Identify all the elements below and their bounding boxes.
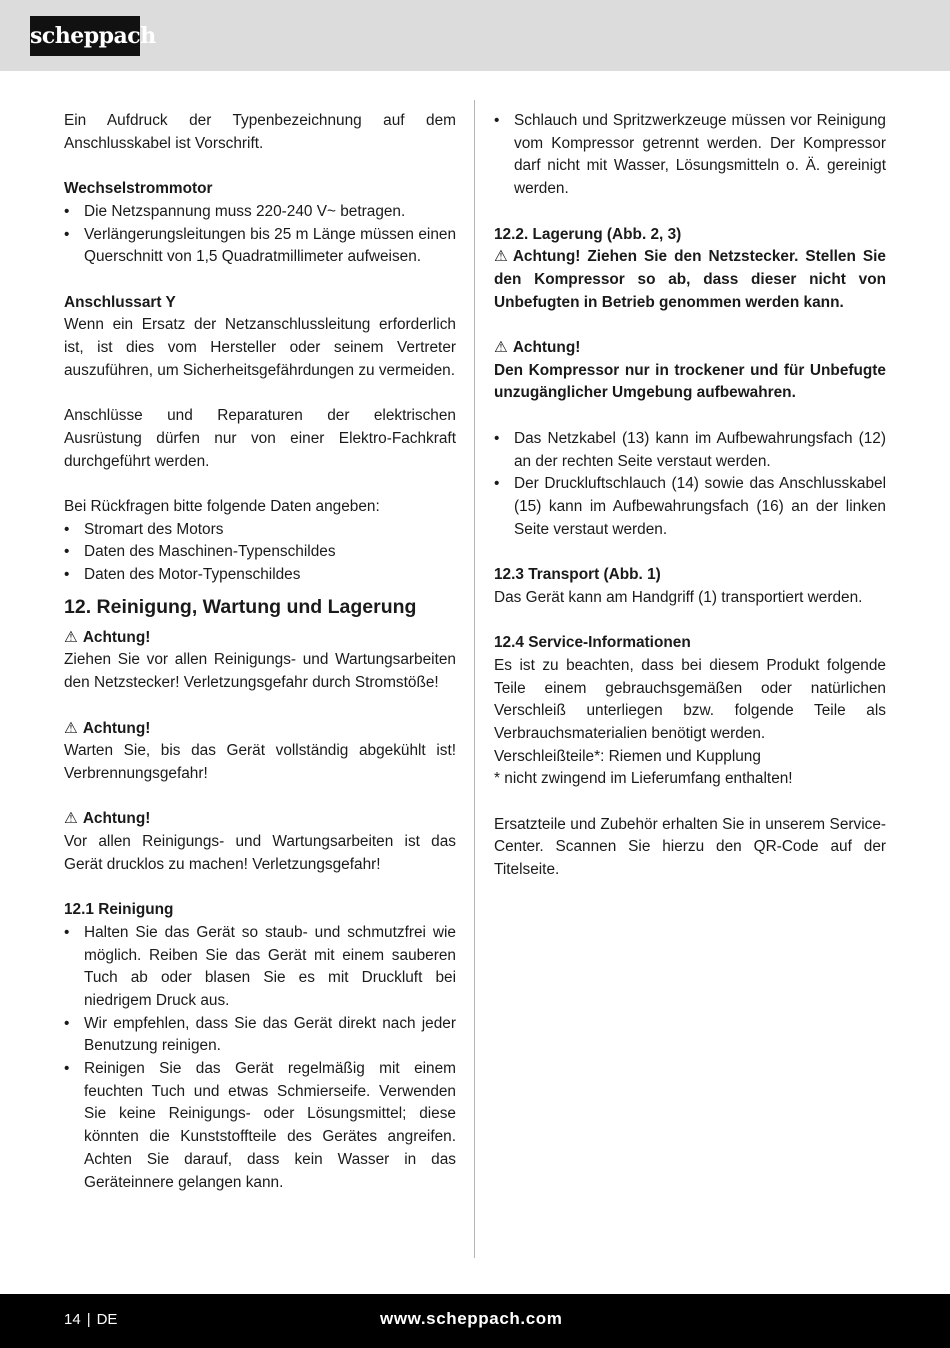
warning-text: Warten Sie, bis das Gerät vollständig abgekühlt ist! Verbrennungsgefahr!	[64, 742, 456, 782]
service-text: Es ist zu beachten, dass bei diesem Produkt folgende Teile einem gebrauchsgemäßen oder natürlichen Verschleiß unterliegen bzw. folgende Teile als Verbrauchsmaterialien benötigt werden.	[494, 656, 886, 742]
transport-text: Das Gerät kann am Handgriff (1) transportiert werden.	[494, 588, 863, 606]
warning-heading: ⚠ Achtung!	[64, 718, 456, 741]
brand-logo: scheppach	[30, 16, 140, 56]
warning-heading: ⚠ Achtung!	[64, 627, 456, 650]
right-column	[494, 110, 886, 882]
footnote-text: * nicht zwingend im Lieferumfang enthalten!	[494, 770, 793, 788]
storage-heading: 12.2. Lagerung (Abb. 2, 3)	[494, 225, 682, 243]
left-column	[64, 110, 456, 1194]
storage-warning: ⚠ Achtung! Ziehen Sie den Netzstecker. Stellen Sie den Kompressor so ab, dass dieser nicht von Unbefugten in Betrieb genommen werden kann.	[494, 248, 886, 311]
spare-parts-text: Ersatzteile und Zubehör erhalten Sie in unserem Service-Center. Scannen Sie hierzu den QR-Code auf der Titelseite.	[494, 815, 886, 879]
wear-parts-text: Verschleißteile*: Riemen und Kupplung	[494, 747, 761, 765]
list-item: • Verlängerungsleitungen bis 25 m Länge müssen einen Querschnitt von 1,5 Quadratmillimeter aufweisen.	[64, 224, 456, 269]
list-item: • Halten Sie das Gerät so staub- und schmutzfrei wie möglich. Reiben Sie das Gerät mit einem sauberen Tuch ab oder blasen Sie es mit Druckluft bei niedrigem Druck aus.	[64, 922, 456, 1013]
column-divider	[474, 100, 475, 1258]
queries-list	[64, 519, 456, 587]
page-header	[0, 0, 950, 71]
transport-heading: 12.3 Transport (Abb. 1)	[494, 566, 661, 583]
list-item: • Daten des Motor-Typenschildes	[64, 564, 456, 587]
storage-list	[494, 428, 886, 542]
connection-y-text: Wenn ein Ersatz der Netzanschlussleitung erforderlich ist, ist dies vom Hersteller oder seinem Vertreter auszuführen, um Sicherheitsgefährdungen zu vermeiden.	[64, 316, 456, 379]
page-number: 14	[64, 1311, 81, 1328]
cleaning-list	[64, 922, 456, 1194]
list-item: • Daten des Maschinen-Typenschildes	[64, 541, 456, 564]
website-link[interactable]: www.scheppach.com	[380, 1309, 563, 1328]
ac-motor-list	[64, 201, 456, 269]
hose-list	[494, 110, 886, 201]
warning-triangle-icon: ⚠	[64, 628, 78, 646]
cleaning-heading: 12.1 Reinigung	[64, 901, 174, 919]
warning-text: Vor allen Reinigungs- und Wartungsarbeiten ist das Gerät drucklos zu machen! Verletzungsgefahr!	[64, 833, 456, 873]
warning-triangle-icon: ⚠	[64, 810, 78, 828]
service-heading: 12.4 Service-Informationen	[494, 634, 691, 652]
list-item: • Der Druckluftschlauch (14) sowie das Anschlusskabel (15) kann im Aufbewahrungsfach (16) an der linken Seite verstaut werden.	[494, 473, 886, 541]
warning-text: Ziehen Sie vor allen Reinigungs- und Wartungsarbeiten den Netzstecker! Verletzungsgefahr durch Stromstöße!	[64, 651, 456, 692]
warning-triangle-icon: ⚠	[64, 719, 78, 737]
language-code: DE	[96, 1311, 118, 1328]
warning-triangle-icon: ⚠	[494, 339, 508, 356]
list-item: • Wir empfehlen, dass Sie das Gerät direkt nach jeder Benutzung reinigen.	[64, 1013, 456, 1058]
list-item: • Die Netzspannung muss 220-240 V~ betragen.	[64, 201, 456, 224]
warning-triangle-icon: ⚠	[494, 248, 508, 266]
warning-heading: ⚠ Achtung!	[64, 808, 456, 831]
list-item: • Schlauch und Spritzwerkzeuge müssen vor Reinigung vom Kompressor getrennt werden. Der Kompressor darf nicht mit Wasser, Lösungsmitteln o. Ä. gereinigt werden.	[494, 110, 886, 201]
section-title: 12. Reinigung, Wartung und Lagerung	[64, 595, 417, 618]
footer-separator: |	[86, 1311, 91, 1328]
list-item: • Das Netzkabel (13) kann im Aufbewahrungsfach (12) an der rechten Seite verstaut werden.	[494, 428, 886, 473]
intro-text: Ein Aufdruck der Typenbezeichnung auf dem Anschlusskabel ist Vorschrift.	[64, 112, 456, 152]
connection-y-heading: Anschlussart Y	[64, 293, 176, 311]
page-indicator	[64, 1310, 117, 1330]
page-footer	[0, 1294, 950, 1348]
ac-motor-heading: Wechselstrommotor	[64, 180, 213, 198]
repairs-text: Anschlüsse und Reparaturen der elektrischen Ausrüstung dürfen nur von einer Elektro-Fachkraft durchgeführt werden.	[64, 407, 456, 470]
list-item: • Stromart des Motors	[64, 519, 456, 542]
queries-text: Bei Rückfragen bitte folgende Daten angeben:	[64, 497, 380, 515]
list-item: • Reinigen Sie das Gerät regelmäßig mit einem feuchten Tuch und etwas Schmierseife. Verwenden Sie keine Reinigungs- oder Lösungsmittel; diese könnten die Kunststoffteile des Gerätes angreifen. Achten Sie darauf, dass kein Wasser in das Geräteinnere gelangen kann.	[64, 1058, 456, 1194]
storage-warning-text: Den Kompressor nur in trockener und für Unbefugte unzugänglicher Umgebung aufbewahren.	[494, 361, 886, 402]
warning-heading: ⚠ Achtung!	[494, 337, 886, 360]
